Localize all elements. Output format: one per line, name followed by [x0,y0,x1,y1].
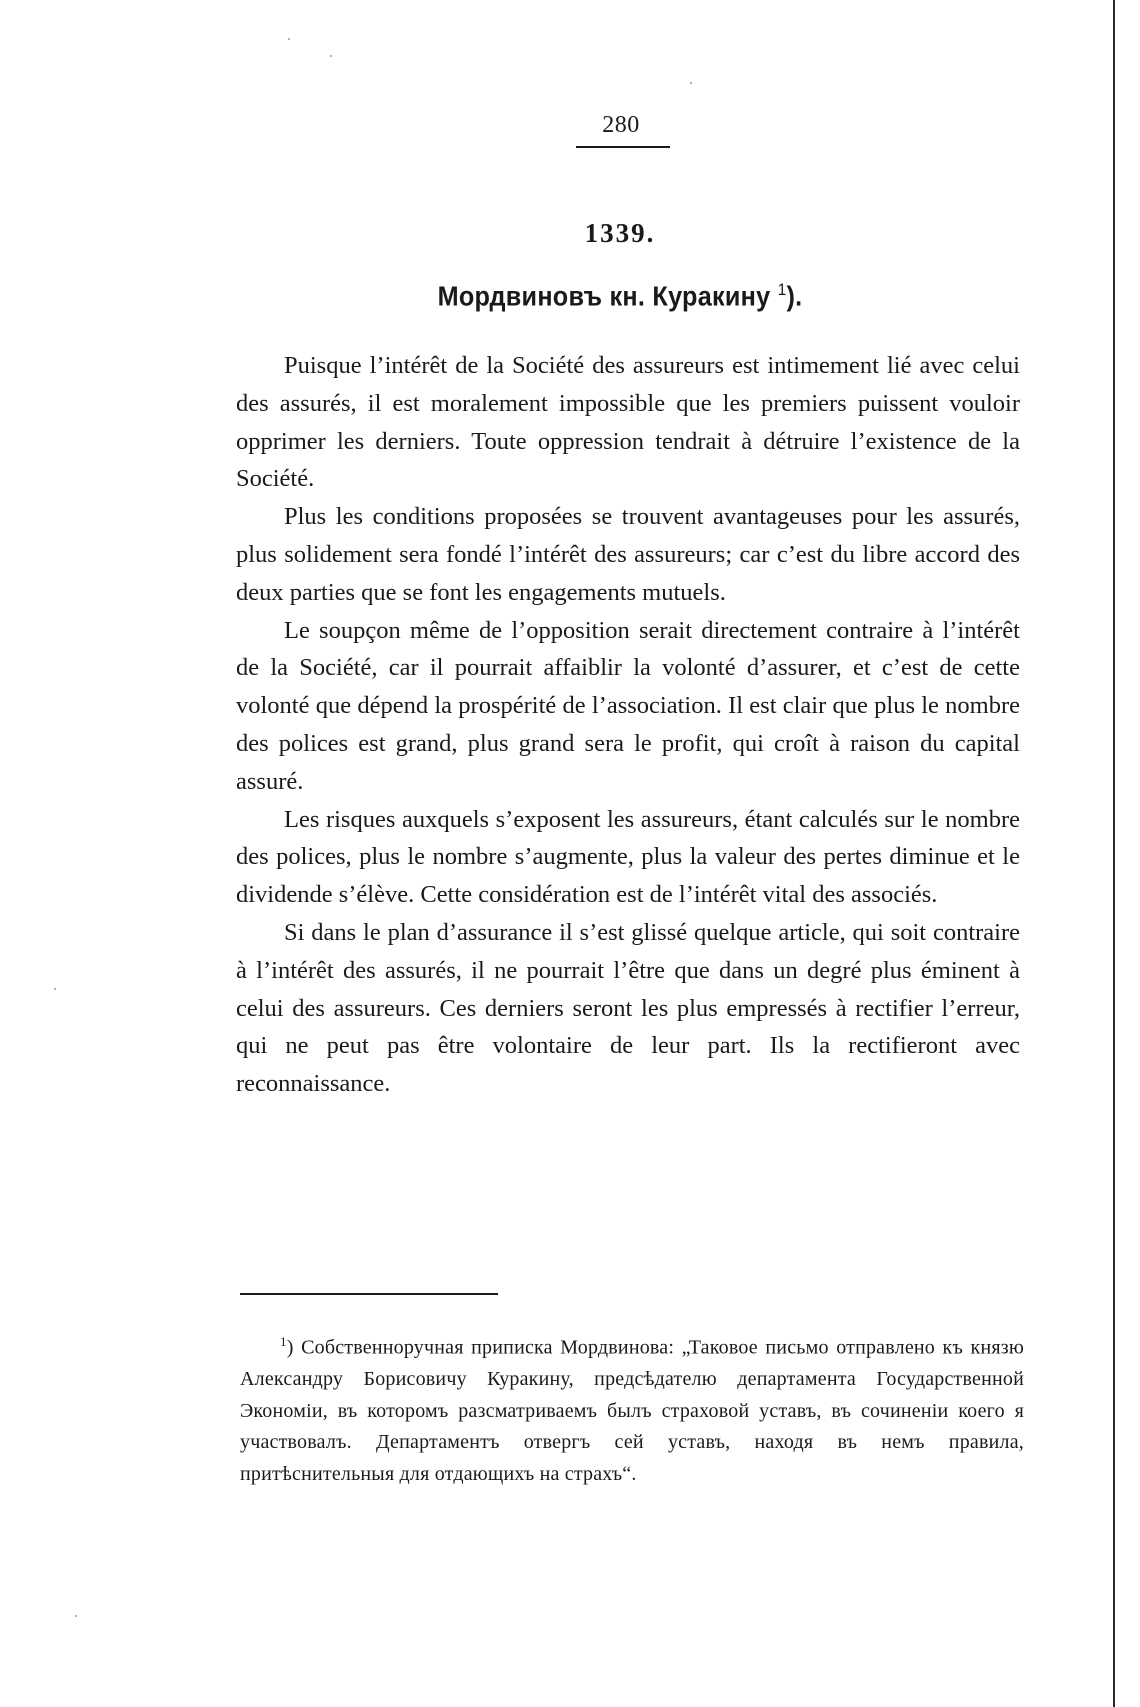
scan-speck [330,55,332,57]
document-title-suffix: ). [786,280,803,312]
body-paragraph: Les risques auxquels s’exposent les assureurs, étant calculés sur le nombre des polices, plus le nombre s’augmente, plus la valeur des pertes diminue et le dividende s’élève. Cette considération est de l’intérêt vital des associés. [236,805,1020,909]
scan-speck [75,1615,77,1617]
scan-speck [54,988,56,990]
body-paragraph: Puisque l’intérêt de la Société des assureurs est intimement lié avec celui des assurés, il est moralement impossible que les premiers puissent vouloir opprimer les derniers. Toute oppression tendrait à détruire l’existence de la Société. [236,352,1020,493]
footnote-separator [240,1293,498,1295]
footnote-marker: 1 [280,1334,287,1349]
body-text [236,347,1020,1103]
page-number: 280 [602,112,640,138]
footnote-text: ) Собственноручная приписка Мордвинова: „Таковое письмо отправлено къ князю Александру Борисовичу Куракину, предсѣдателю департамента Государственной Экономіи, въ которомъ разсматриваемъ былъ страховой уставъ, въ сочиненіи коего я участвовалъ. Департаментъ отвергъ сей уставъ, находя въ немъ правила, притѣснительныя для отдающихъ на страхъ“. [240,1336,1024,1485]
body-paragraph: Le soupçon même de l’opposition serait directement contraire à l’intérêt de la Société, car il pourrait affaiblir la volonté d’assurer, et c’est de cette volonté que dépend la prospérité de l’association. Il est clair que plus le nombre des polices est grand, plus grand sera le profit, qui croît à raison du capital assuré. [236,616,1020,795]
document-title-text: Мордвиновъ кн. Куракину [437,280,771,312]
footnote-reference-marker: 1 [777,280,787,299]
document-number: 1339. [584,218,656,248]
scan-speck [288,38,290,40]
document-title [332,280,908,312]
body-paragraph: Si dans le plan d’assurance il s’est glissé quelque article, qui soit contraire à l’intérêt des assurés, il ne pourrait l’être que dans un degré plus éminent à celui des assureurs. Ces derniers seront les plus empressés à rectifier l’erreur, qui ne peut pas être volontaire de leur part. Ils la rectifieront avec reconnaissance. [236,918,1020,1098]
body-paragraph: Plus les conditions proposées se trouvent avantageuses pour les assurés, plus solidement sera fondé l’intérêt des assureurs; car c’est du libre accord des deux parties que se font les engagements mutuels. [236,503,1020,606]
page-edge-rule [1113,0,1115,1707]
page-number-underline [576,146,670,148]
scan-speck [690,82,692,84]
footnote [240,1326,1024,1490]
